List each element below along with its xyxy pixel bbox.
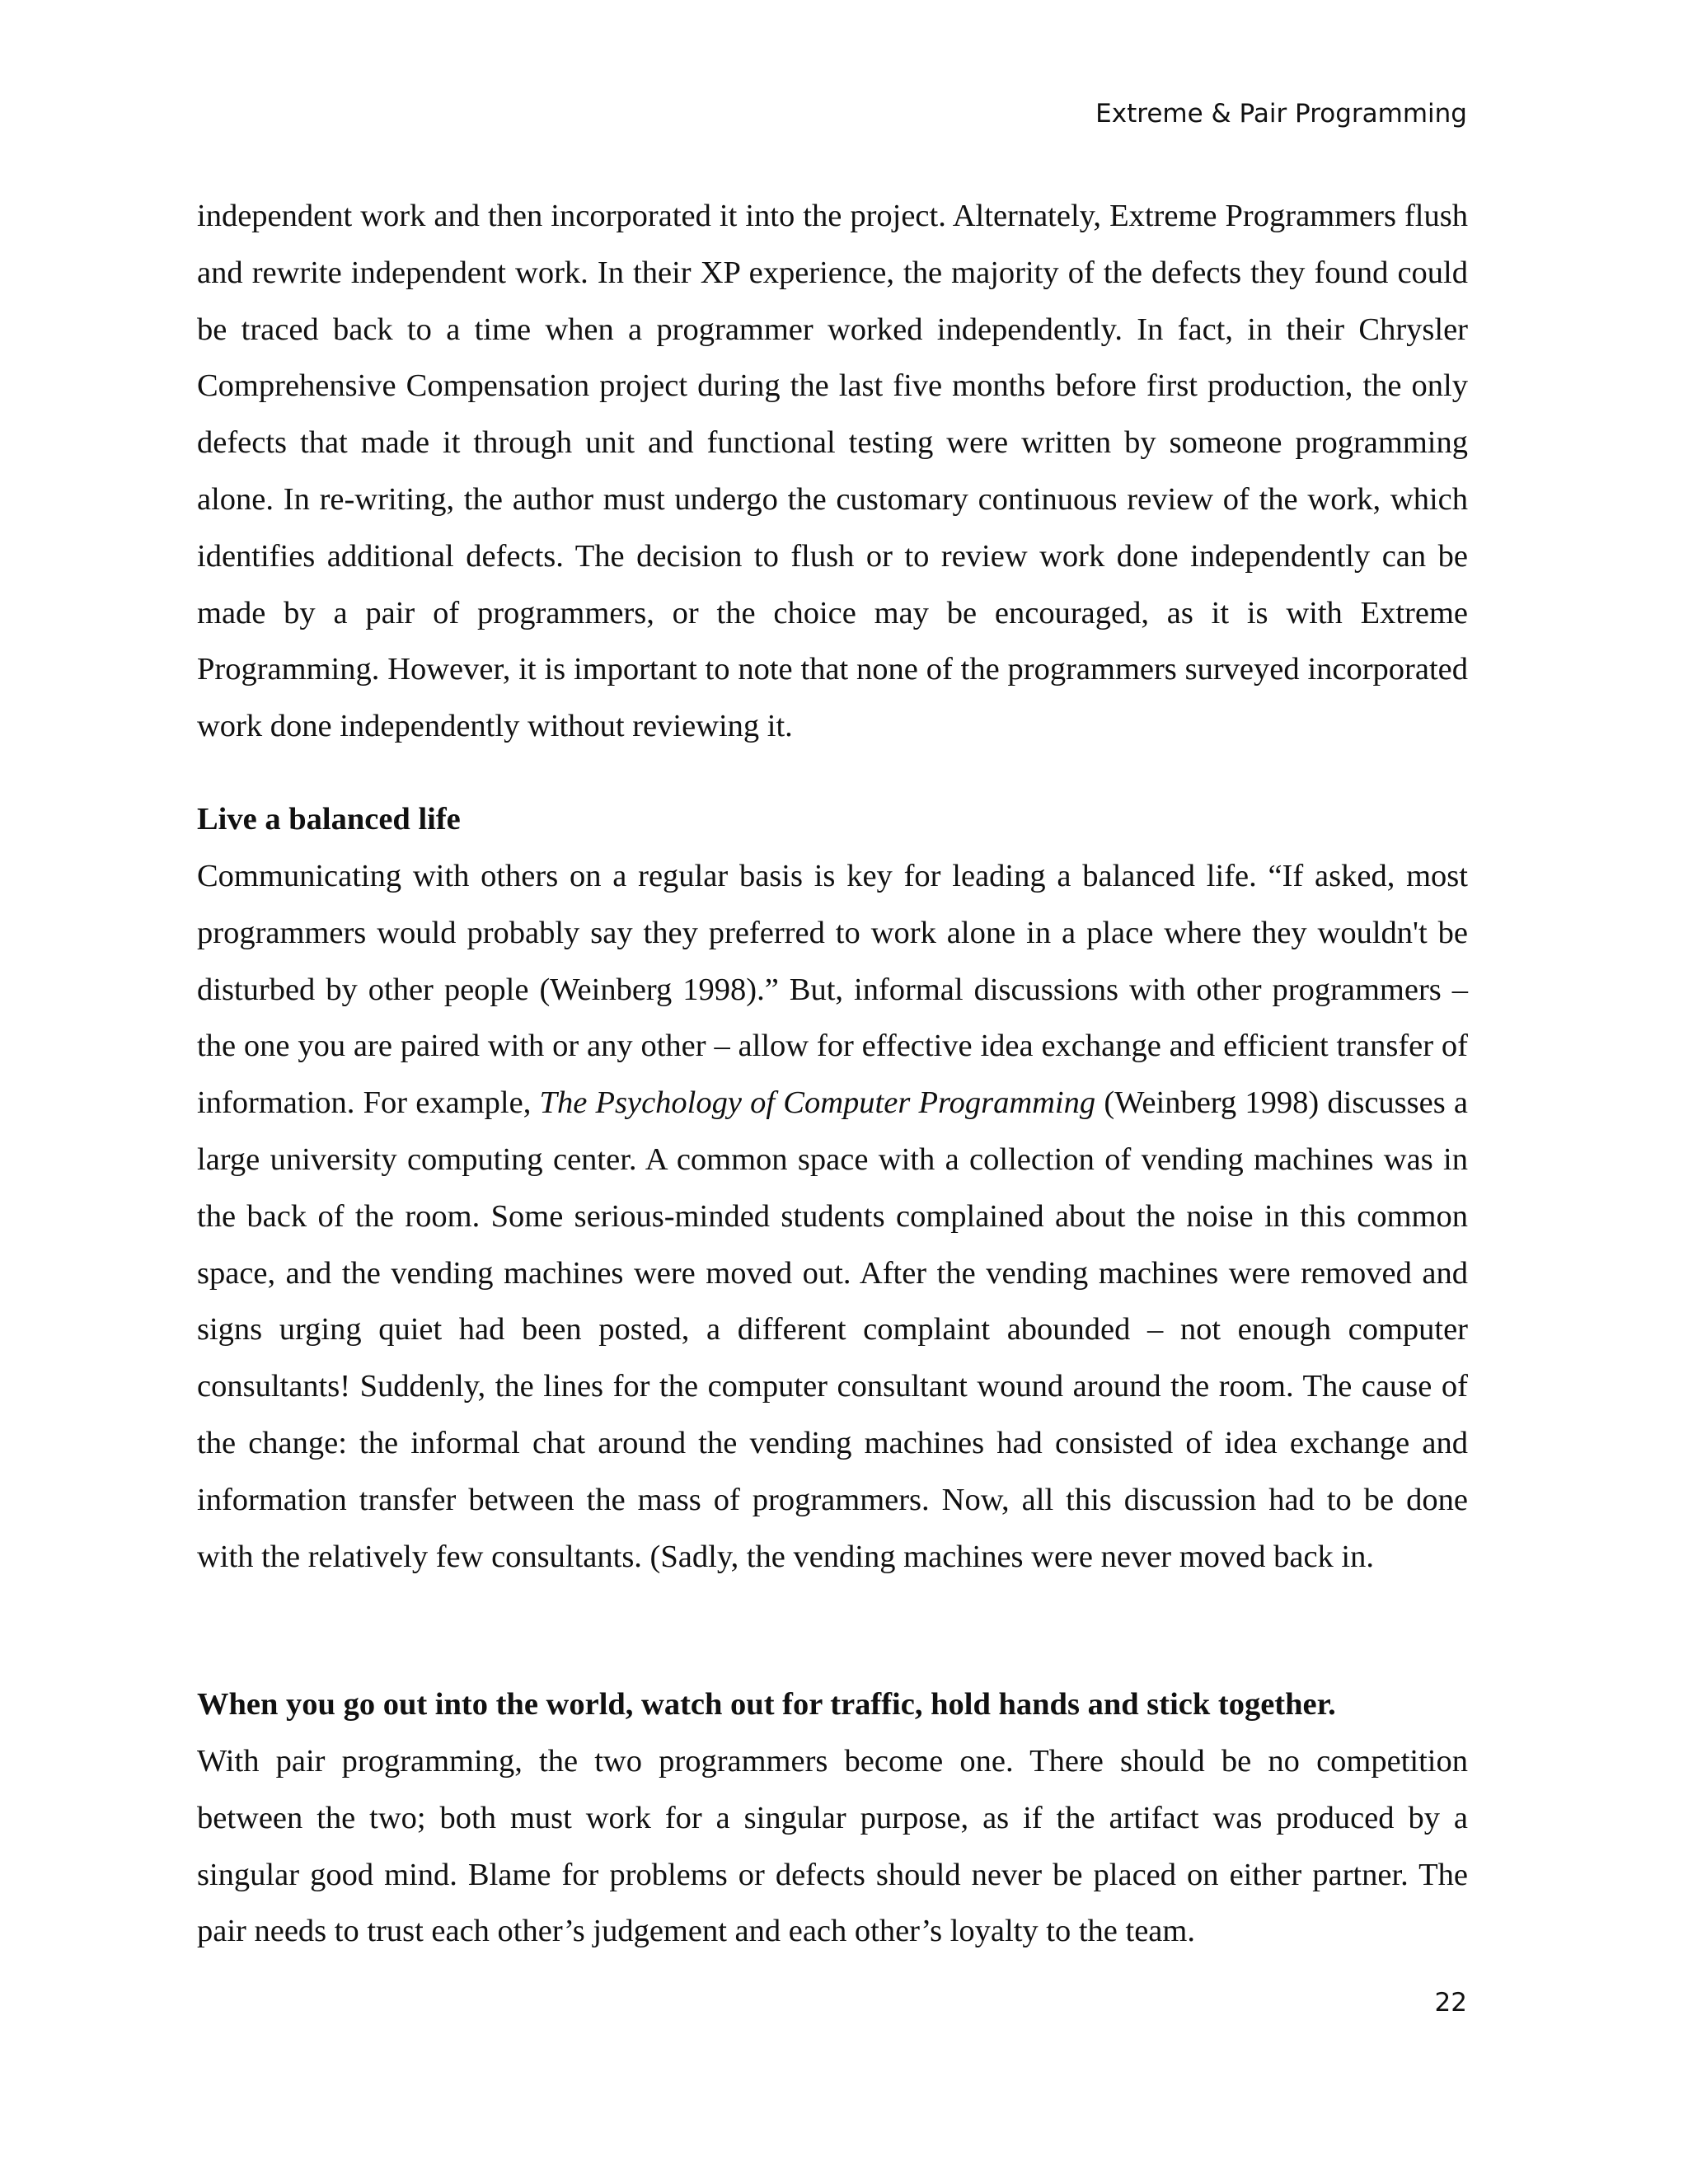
paragraph-text-part: (Weinberg 1998) discusses a large university computing center. A common space with a collection of vending machines was in the back of the room. Some serious-minded students complained about the noise in this common space, and the vending machines were moved out. After the vending machines were removed and signs urging quiet had been posted, a different complaint abounded – not enough computer consultants! Suddenly, the lines for the computer consultant wound around the room. The cause of the change: the informal chat around the vending machines had consisted of idea exchange and information transfer between the mass of programmers. Now, all this discussion had to be done with the relatively few consultants. (Sadly, the vending machines were never moved back in. — [197, 1085, 1469, 1574]
section-heading-stick-together: When you go out into the world, watch out for traffic, hold hands and stick together. — [197, 1687, 1336, 1722]
section-heading-balanced-life: Live a balanced life — [197, 802, 461, 837]
page-number: 22 — [1434, 1988, 1467, 2018]
paragraph-text-part: Communicating with others on a regular basis is key for leading a balanced life. “If asked, most programmers would probably say they preferred to work alone in a place where they wouldn't be disturbed by other people (Weinberg 1998).” But, informal discussions with other programmers – the one you are paired with or any other – allow for effective idea exchange and efficient transfer of information. For example, — [197, 859, 1468, 1121]
paragraph-independent-work: independent work and then incorporated it into the project. Alternately, Extreme Programmers flush and rewrite independent work. In their XP experience, the majority of the defects they found could be traced back to a time when a programmer worked independently. In fact, in their Chrysler Comprehensive Compensation project during the last five months before first production, the only defects that made it through unit and functional testing were written by someone programming alone. In re-writing, the author must undergo the customary continuous review of the work, which identifies additional defects. The decision to flush or to review work done independently can be made by a pair of programmers, or the choice may be encouraged, as it is with Extreme Programming. However, it is important to note that none of the programmers surveyed incorporated work done independently without reviewing it. — [197, 199, 1468, 744]
book-title: The Psychology of Computer Programming — [539, 1085, 1096, 1121]
paragraph-pair-programming: With pair programming, the two programmers become one. There should be no competition between the two; both must work for a singular purpose, as if the artifact was produced by a singular good mind. Blame for problems or defects should never be placed on either partner. The pair needs to trust each other’s judgement and each other’s loyalty to the team. — [197, 1744, 1468, 1949]
paragraph-balanced-life — [197, 848, 1468, 1585]
running-header: Extreme & Pair Programming — [1095, 99, 1467, 129]
